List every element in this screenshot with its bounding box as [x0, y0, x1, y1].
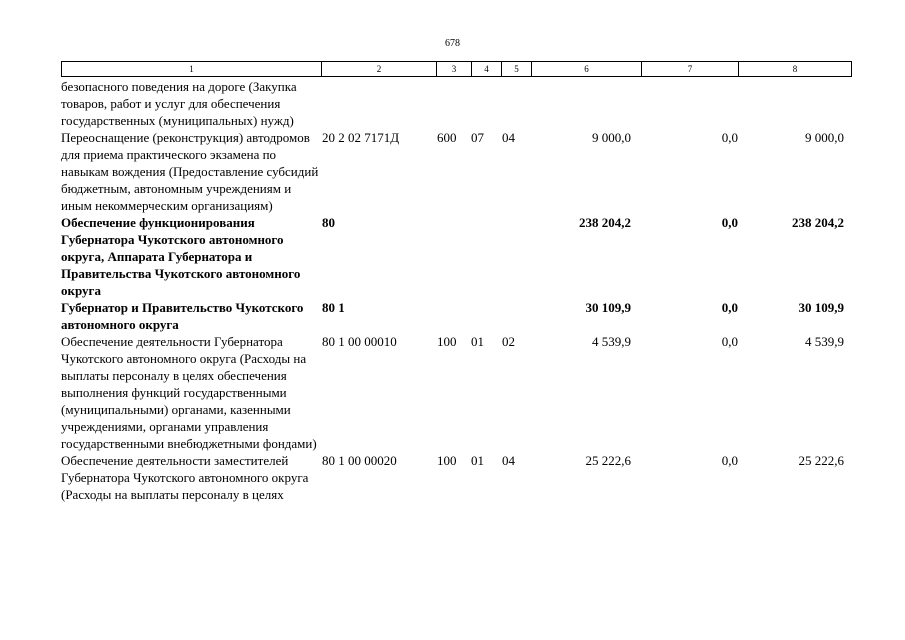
- table-row: [61, 452, 851, 503]
- row-value-6: 4 539,9: [592, 334, 631, 349]
- row-section: 07: [471, 130, 484, 145]
- table-row: [61, 78, 851, 129]
- budget-table-body: [61, 78, 851, 503]
- row-value-7: 0,0: [721, 453, 738, 468]
- row-code: 80 1 00 00010: [322, 334, 397, 349]
- row-expense-type: 100: [437, 334, 457, 349]
- row-value-7: 0,0: [721, 215, 738, 230]
- row-value-8: 30 109,9: [798, 300, 844, 315]
- row-subsection: 02: [502, 334, 515, 349]
- row-value-6: 25 222,6: [585, 453, 631, 468]
- row-expense-type: 600: [437, 130, 457, 145]
- row-expense-type: 100: [437, 453, 457, 468]
- row-value-6: 238 204,2: [579, 215, 631, 230]
- row-name: Обеспечение деятельности Губернатора Чукотского автономного округа (Расходы на выплаты персоналу в целях обеспечения выполнения функций государственными (муниципальными) органами, казенными учреждениями, органами управления государственными внебюджетными фондами): [61, 334, 317, 451]
- table-row: [61, 129, 851, 214]
- row-value-8: 9 000,0: [805, 130, 844, 145]
- column-number-header: [61, 61, 852, 77]
- header-col-4: 4: [472, 62, 502, 77]
- row-section: 01: [471, 453, 484, 468]
- row-section: 01: [471, 334, 484, 349]
- row-value-8: 238 204,2: [792, 215, 844, 230]
- header-col-1: 1: [62, 62, 322, 77]
- row-code: 80: [322, 215, 335, 230]
- row-value-6: 30 109,9: [585, 300, 631, 315]
- row-value-8: 4 539,9: [805, 334, 844, 349]
- header-col-3: 3: [437, 62, 472, 77]
- row-name: Обеспечение функционирования Губернатора Чукотского автономного округа, Аппарата Губернатора и Правительства Чукотского автономного округа: [61, 215, 301, 298]
- row-code: 20 2 02 7171Д: [322, 130, 400, 145]
- row-value-7: 0,0: [721, 130, 738, 145]
- row-value-7: 0,0: [721, 334, 738, 349]
- row-name: Губернатор и Правительство Чукотского автономного округа: [61, 300, 304, 332]
- row-code: 80 1: [322, 300, 345, 315]
- table-row: [61, 299, 851, 333]
- table-row: [61, 214, 851, 299]
- table-row: [61, 333, 851, 452]
- header-col-6: 6: [532, 62, 642, 77]
- header-col-7: 7: [642, 62, 739, 77]
- row-code: 80 1 00 00020: [322, 453, 397, 468]
- page-number: 678: [445, 38, 460, 49]
- header-col-5: 5: [502, 62, 532, 77]
- row-name: безопасного поведения на дороге (Закупка товаров, работ и услуг для обеспечения государственных (муниципальных) нужд): [61, 79, 297, 128]
- header-col-8: 8: [739, 62, 852, 77]
- header-col-2: 2: [322, 62, 437, 77]
- row-value-8: 25 222,6: [798, 453, 844, 468]
- row-value-6: 9 000,0: [592, 130, 631, 145]
- row-name: Обеспечение деятельности заместителей Губернатора Чукотского автономного округа (Расходы на выплаты персоналу в целях: [61, 453, 309, 502]
- row-subsection: 04: [502, 453, 515, 468]
- row-value-7: 0,0: [721, 300, 738, 315]
- row-subsection: 04: [502, 130, 515, 145]
- row-name: Переоснащение (реконструкция) автодромов для приема практического экзамена по навыкам вождения (Предоставление субсидий бюджетным, автономным учреждениям и иным некоммерческим организациям): [61, 130, 319, 213]
